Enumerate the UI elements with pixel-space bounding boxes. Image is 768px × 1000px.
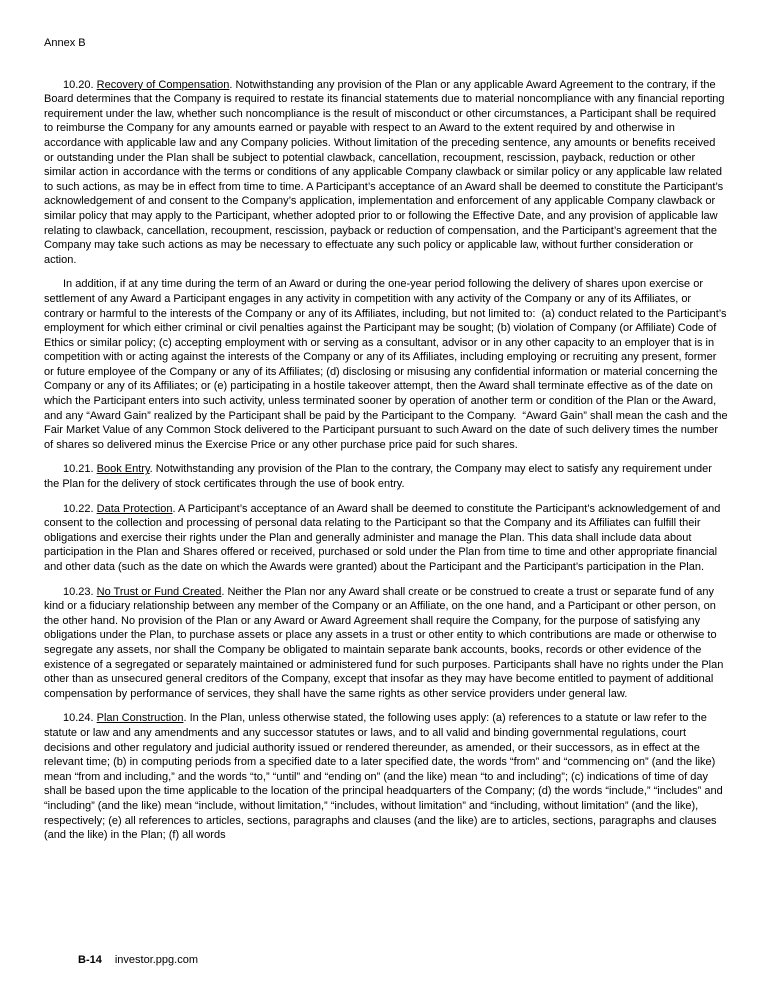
paragraph-text: . In the Plan, unless otherwise stated, the following uses apply: (a) references to a statute or law refer to the statute or law and any amendments and any successor statutes or laws, and to all valid and binding governmental regulations, court decisions and other regulatory and judicial authority issued or rendered thereunder, as amended, or their successors, as in effect at the relevant time; (b) in computing periods from a specified date to a later specified date, the words “from” and “commencing on” (and the like) mean “from and including,” and the words “to,” “until” and “ending on” (and the like) mean “to and including”; (c) indications of time of day shall be based upon the time applicable to the location of the principal headquarters of the Company; (d) the words “include,” “includes” and “including” (and the like) mean “include, without limitation,” “includes, without limitation” and “including, without limitation” (and the like), respectively; (e) all references to articles, sections, paragraphs and clauses (and the like) are to articles, sections, paragraphs and clauses (and the like) in the Plan; (f) all words [44,712,726,842]
section-paragraph-10-21 [44,462,728,491]
document-body [44,36,731,853]
section-paragraph-10-23 [44,585,728,702]
page-number: B-14 [78,954,102,966]
paragraph-text: . Neither the Plan nor any Award shall create or be construed to create a trust or separate fund of any kind or a fiduciary relationship between any member of the Company or an Affiliate, on the one hand, and a Participant or other person, on the other hand. No provision of the Plan or any Award or Award Agreement shall require the Company, for the purpose of satisfying any obligations under the Plan, to purchase assets or place any assets in a trust or other entity to which contributions are made or otherwise to segregate any assets, nor shall the Company be obligated to maintain separate bank accounts, books, records or other evidence of the existence of a segregated or separately maintained or administered fund for such purposes. Participants shall have no rights under the Plan other than as unsecured general creditors of the Company, except that insofar as they may have become entitled to payment of additional compensation by performance of services, they shall have the same rights as other service providers under general law. [44,585,727,700]
section-title: Plan Construction [96,712,184,725]
section-title: No Trust or Fund Created [96,585,222,598]
section-number: 10.23. [63,585,97,598]
annex-header: Annex B [44,37,86,49]
page-footer [78,953,198,968]
continuation-paragraph-10-20 [44,277,731,452]
section-paragraph-10-22 [44,502,728,575]
section-number: 10.24. [63,712,97,725]
paragraph-text: In addition, if at any time during the term of an Award or during the one-year period following the delivery of shares upon exercise or settlement of any Award a Participant engages in any activity in competition with any activity of the Company or any of its Affiliates, or contrary or harmful to the interests of the Company or any of its Affiliates, including, but not limited to: (a) conduct related to the Participant’s employment for which either criminal or civil penalties against the Participant may be sought; (b) violation of Company (or Affiliate) Code of Ethics or similar policy; (c) accepting employment with or serving as a consultant, advisor or in any other capacity to an employer that is in competition with or acting against the interests of the Company or any of its Affiliates, including employing or recruiting any present, former or future employee of the Company or any of its Affiliates; (d) disclosing or misusing any confidential information or material concerning the Company or any of its Affiliates; or (e) participating in a hostile takeover attempt, then the Award shall terminate effective as of the date on which the Participant enters into such activity, unless terminated sooner by operation of another term or condition of the Plan or the Award, and any “Award Gain” realized by the Participant shall be paid by the Participant to the Company. “Award Gain” shall mean the cash and the Fair Market Value of any Common Stock delivered to the Participant pursuant to such Award on the date of such delivery times the number of shares so delivered minus the Exercise Price or any other purchase price paid for such shares. [44,278,731,451]
paragraph-text: . A Participant’s acceptance of an Award shall be deemed to constitute the Participant’s acknowledgement of and consent to the collection and processing of personal data relating to the Participant so that the Company and its Affiliates can fulfill their obligations and exercise their rights under the Plan and generally administer and manage the Plan. This data shall include data about participation in the Plan and Shares offered or received, purchased or sold under the Plan from time to time and other appropriate financial and other data (such as the date on which the Awards were granted) about the Participant and the Participant’s participation in the Plan. [44,502,724,573]
paragraph-text: . Notwithstanding any provision of the Plan or any applicable Award Agreement to the contrary, if the Board determines that the Company is required to restate its financial statements due to material noncompliance with any financial reporting requirement under the law, whether such noncompliance is the result of misconduct or other circumstances, a Participant shall be required to reimburse the Company for any amounts earned or payable with respect to an Award to the extent required by and otherwise in accordance with applicable law and any Company policies. Without limitation of the preceding sentence, any amounts or benefits received or outstanding under the Plan shall be subject to potential clawback, cancellation, recoupment, rescission, payback, reduction or other similar action in accordance with the terms or conditions of any applicable Company clawback or similar policy or any applicable law related to such actions, as may be in effect from time to time. A Participant’s acceptance of an Award shall be deemed to constitute the Participant’s acknowledgement of and consent to the Company’s application, implementation and enforcement of any applicable Company clawback or similar policy that may apply to the Participant, whether adopted prior to or following the Effective Date, and any provision of applicable law relating to clawback, cancellation, recoupment, rescission, payback or reduction of compensation, and the Participant’s agreement that the Company may take such actions as may be necessary to effectuate any such policy or applicable law, without further consideration or action. [44,78,728,266]
section-title: Book Entry [96,463,150,476]
section-title: Data Protection [96,502,173,515]
section-number: 10.22. [63,502,97,515]
section-number: 10.20. [63,78,97,91]
section-paragraph-10-20 [44,78,728,268]
paragraph-text: . Notwithstanding any provision of the Plan to the contrary, the Company may elect to satisfy any requirement under the Plan for the delivery of stock certificates through the use of book entry. [44,463,716,491]
section-title: Recovery of Compensation [96,78,230,91]
section-paragraph-10-24 [44,711,728,842]
section-number: 10.21. [63,463,97,476]
footer-website: investor.ppg.com [114,954,198,966]
